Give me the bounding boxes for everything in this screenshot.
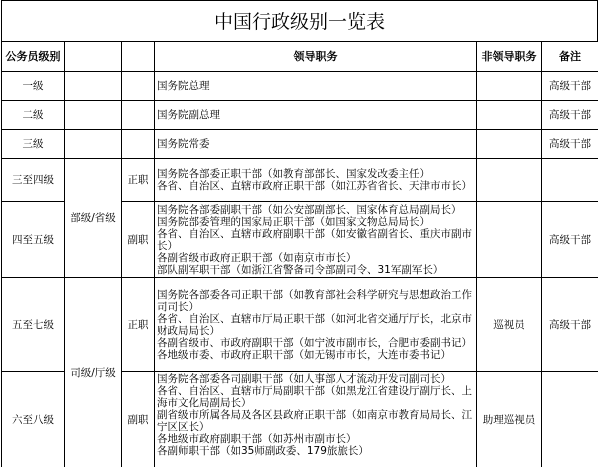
group-cell-ministry: 部级/省级 xyxy=(65,159,122,278)
duties-cell: 国务院各部委各司正职干部（如教育部社会科学研究与思想政治工作司司长） 各省、自治区、直辖市厅局正职干部（如河北省交通厅厅长，北京市财政局局长） 各副省级市、市政府副职干部（如宁波市副市长，合肥市委副书记） 各地级市委、市政府正职干部（如无锡市市长，大连市委书记） xyxy=(155,278,477,372)
duties-cell: 国务院副总理 xyxy=(155,101,477,130)
rank-cell: 四至五级 xyxy=(2,202,65,278)
header-leadership: 领导职务 xyxy=(155,42,477,72)
group-cell-bureau: 司级/厅级 xyxy=(65,278,122,467)
remark-cell: 高级干部 xyxy=(542,202,599,278)
header-non-leadership: 非领导职务 xyxy=(477,42,542,72)
table-row xyxy=(2,72,599,101)
table-row xyxy=(2,130,599,159)
duties-cell: 国务院常委 xyxy=(155,130,477,159)
non-leadership-cell: 巡视员 xyxy=(477,278,542,372)
remark-cell: 高级干部 xyxy=(542,278,599,372)
remark-cell: 高级干部 xyxy=(542,72,599,101)
header-row xyxy=(2,42,599,72)
non-leadership-cell: 助理巡视员 xyxy=(477,372,542,467)
rank-cell: 三级 xyxy=(2,130,65,159)
header-empty-group xyxy=(65,42,122,72)
remark-cell: 高级干部 xyxy=(542,130,599,159)
rank-cell: 二级 xyxy=(2,101,65,130)
rank-table-sheet xyxy=(1,0,598,467)
duties-cell: 国务院各部委正职干部（如教育部部长、国家发改委主任） 各省、自治区、直辖市政府正职干部（如江苏省省长、天津市市长） xyxy=(155,159,477,202)
table-title: 中国行政级别一览表 xyxy=(1,0,598,42)
rank-cell: 三至四级 xyxy=(2,159,65,202)
table-row xyxy=(2,159,599,202)
post-cell: 正职 xyxy=(122,159,155,202)
header-civil-rank: 公务员级别 xyxy=(2,42,65,72)
post-cell: 副职 xyxy=(122,202,155,278)
table-row xyxy=(2,101,599,130)
duties-cell: 国务院各部委各司副职干部（如人事部人才流动开发司副司长） 各省、自治区、直辖市厅局副职干部（如黑龙江省建设厅副厅长、上海市文化局副局长） 副省级市所属各局及各区县政府正职干部（如南京市教育局局长、江宁区区长） 各地级市政府副职干部（如苏州市副市长） 各副师职干部（如35师副政委、179旅旅长） xyxy=(155,372,477,467)
header-empty-post xyxy=(122,42,155,72)
table-row xyxy=(2,278,599,372)
rank-cell: 一级 xyxy=(2,72,65,101)
post-cell: 正职 xyxy=(122,278,155,372)
duties-cell: 国务院总理 xyxy=(155,72,477,101)
post-cell: 副职 xyxy=(122,372,155,467)
remark-cell: 高级干部 xyxy=(542,101,599,130)
rank-cell: 五至七级 xyxy=(2,278,65,372)
rank-cell: 六至八级 xyxy=(2,372,65,467)
rank-table xyxy=(1,41,598,467)
header-remarks: 备注 xyxy=(542,42,599,72)
duties-cell: 国务院各部委副职干部（如公安部副部长、国家体育总局副局长） 国务院部委管理的国家局正职干部（如国家文物总局局长） 各省、自治区、直辖市政府副职干部（如安徽省副省长、重庆市副市长） 各副省级市政府正职干部（如南京市市长） 部队副军职干部（如浙江省警备司令部副司令、31军副军长） xyxy=(155,202,477,278)
